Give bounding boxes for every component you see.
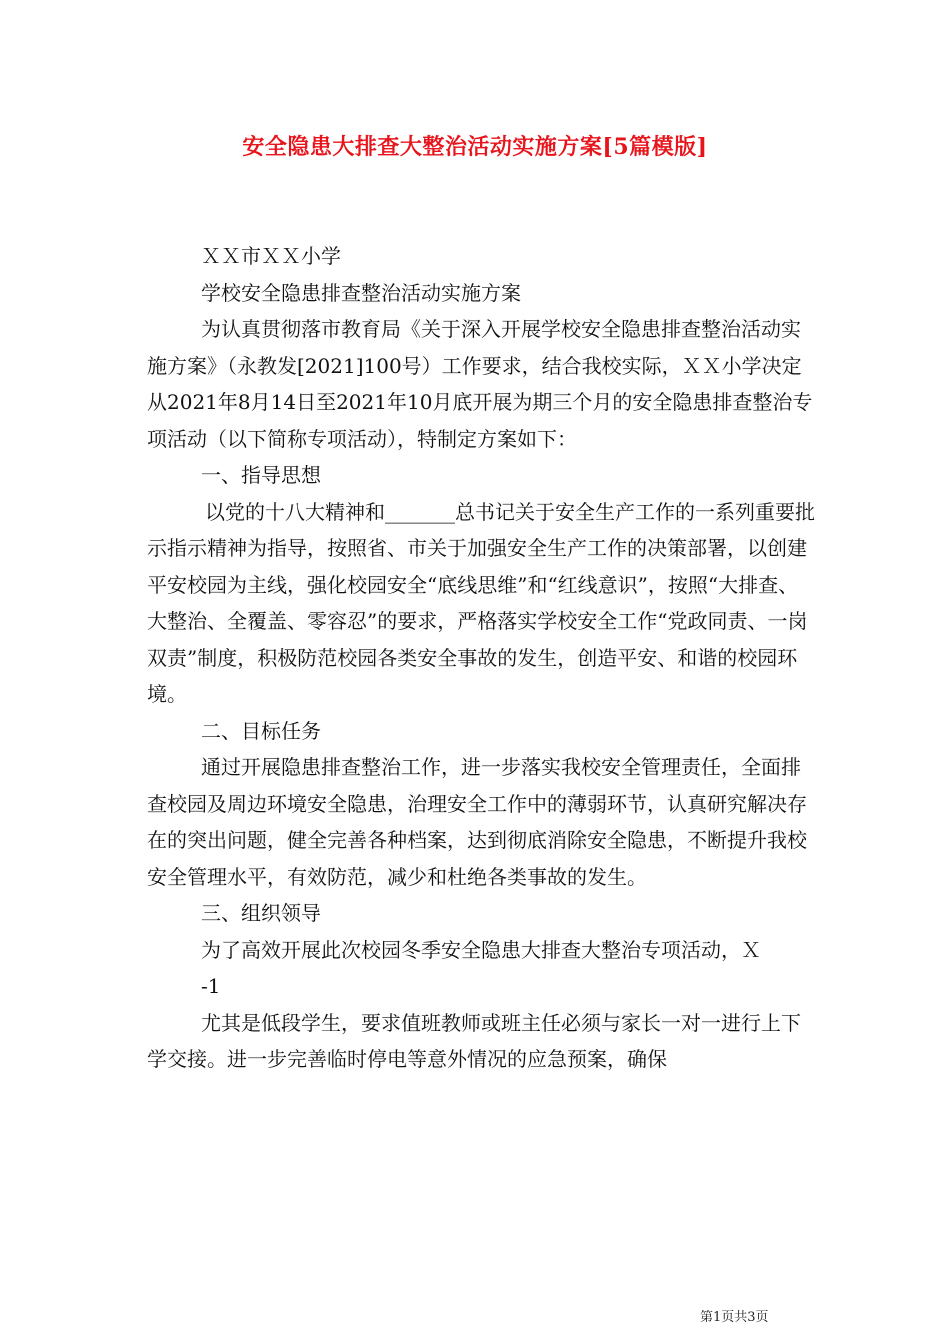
document-body xyxy=(147,238,817,1078)
section-heading-organization: 三、组织领导 xyxy=(201,901,321,925)
plan-subtitle: 学校安全隐患排查整治活动实施方案 xyxy=(201,280,521,305)
page-marker: -1 xyxy=(201,974,221,998)
section-heading-guiding-ideology: 一、指导思想 xyxy=(201,463,321,487)
continuation-paragraph: 尤其是低段学生，要求值班教师或班主任必须与家长一对一进行上下学交接。进一步完善临时停电等意外情况的应急预案，确保 xyxy=(147,1010,801,1071)
organization-paragraph: 为了高效开展此次校园冬季安全隐患大排查大整治专项活动，Ｘ xyxy=(201,937,761,962)
school-name-line: ＸＸ市ＸＸ小学 xyxy=(201,244,341,268)
document-title: 安全隐患大排查大整治活动实施方案[5篇模版] xyxy=(242,134,708,160)
section-heading-goals: 二、目标任务 xyxy=(201,718,321,743)
page-number-footer: 第1页共3页 xyxy=(700,1310,769,1325)
goals-paragraph: 通过开展隐患排查整治工作，进一步落实我校安全管理责任，全面排查校园及周边环境安全隐患，治理安全工作中的薄弱环节，认真研究解决存在的突出问题，健全完善各种档案，达到彻底消除安全隐患，不断提升我校安全管理水平，有效防范，减少和杜绝各类事故的发生。 xyxy=(147,755,807,889)
guiding-ideology-paragraph: 以党的十八大精神和_______总书记关于安全生产工作的一系列重要批示指示精神为指导，按照省、市关于加强安全生产工作的决策部署，以创建平安校园为主线，强化校园安全“底线思维”和“红线意识”，按照“大排查、大整治、全覆盖、零容忍”的要求，严格落实学校安全工作“党政同责、一岗双责”制度，积极防范校园各类安全事故的发生，创造平安、和谐的校园环境。 xyxy=(147,499,815,706)
intro-paragraph: 为认真贯彻落市教育局《关于深入开展学校安全隐患排查整治活动实施方案》（永教发[2021]100号）工作要求，结合我校实际，ＸＸ小学决定从2021年8月14日至2021年10月底开展为期三个月的安全隐患排查整治专项活动（以下简称专项活动），特制定方案如下： xyxy=(147,317,813,451)
